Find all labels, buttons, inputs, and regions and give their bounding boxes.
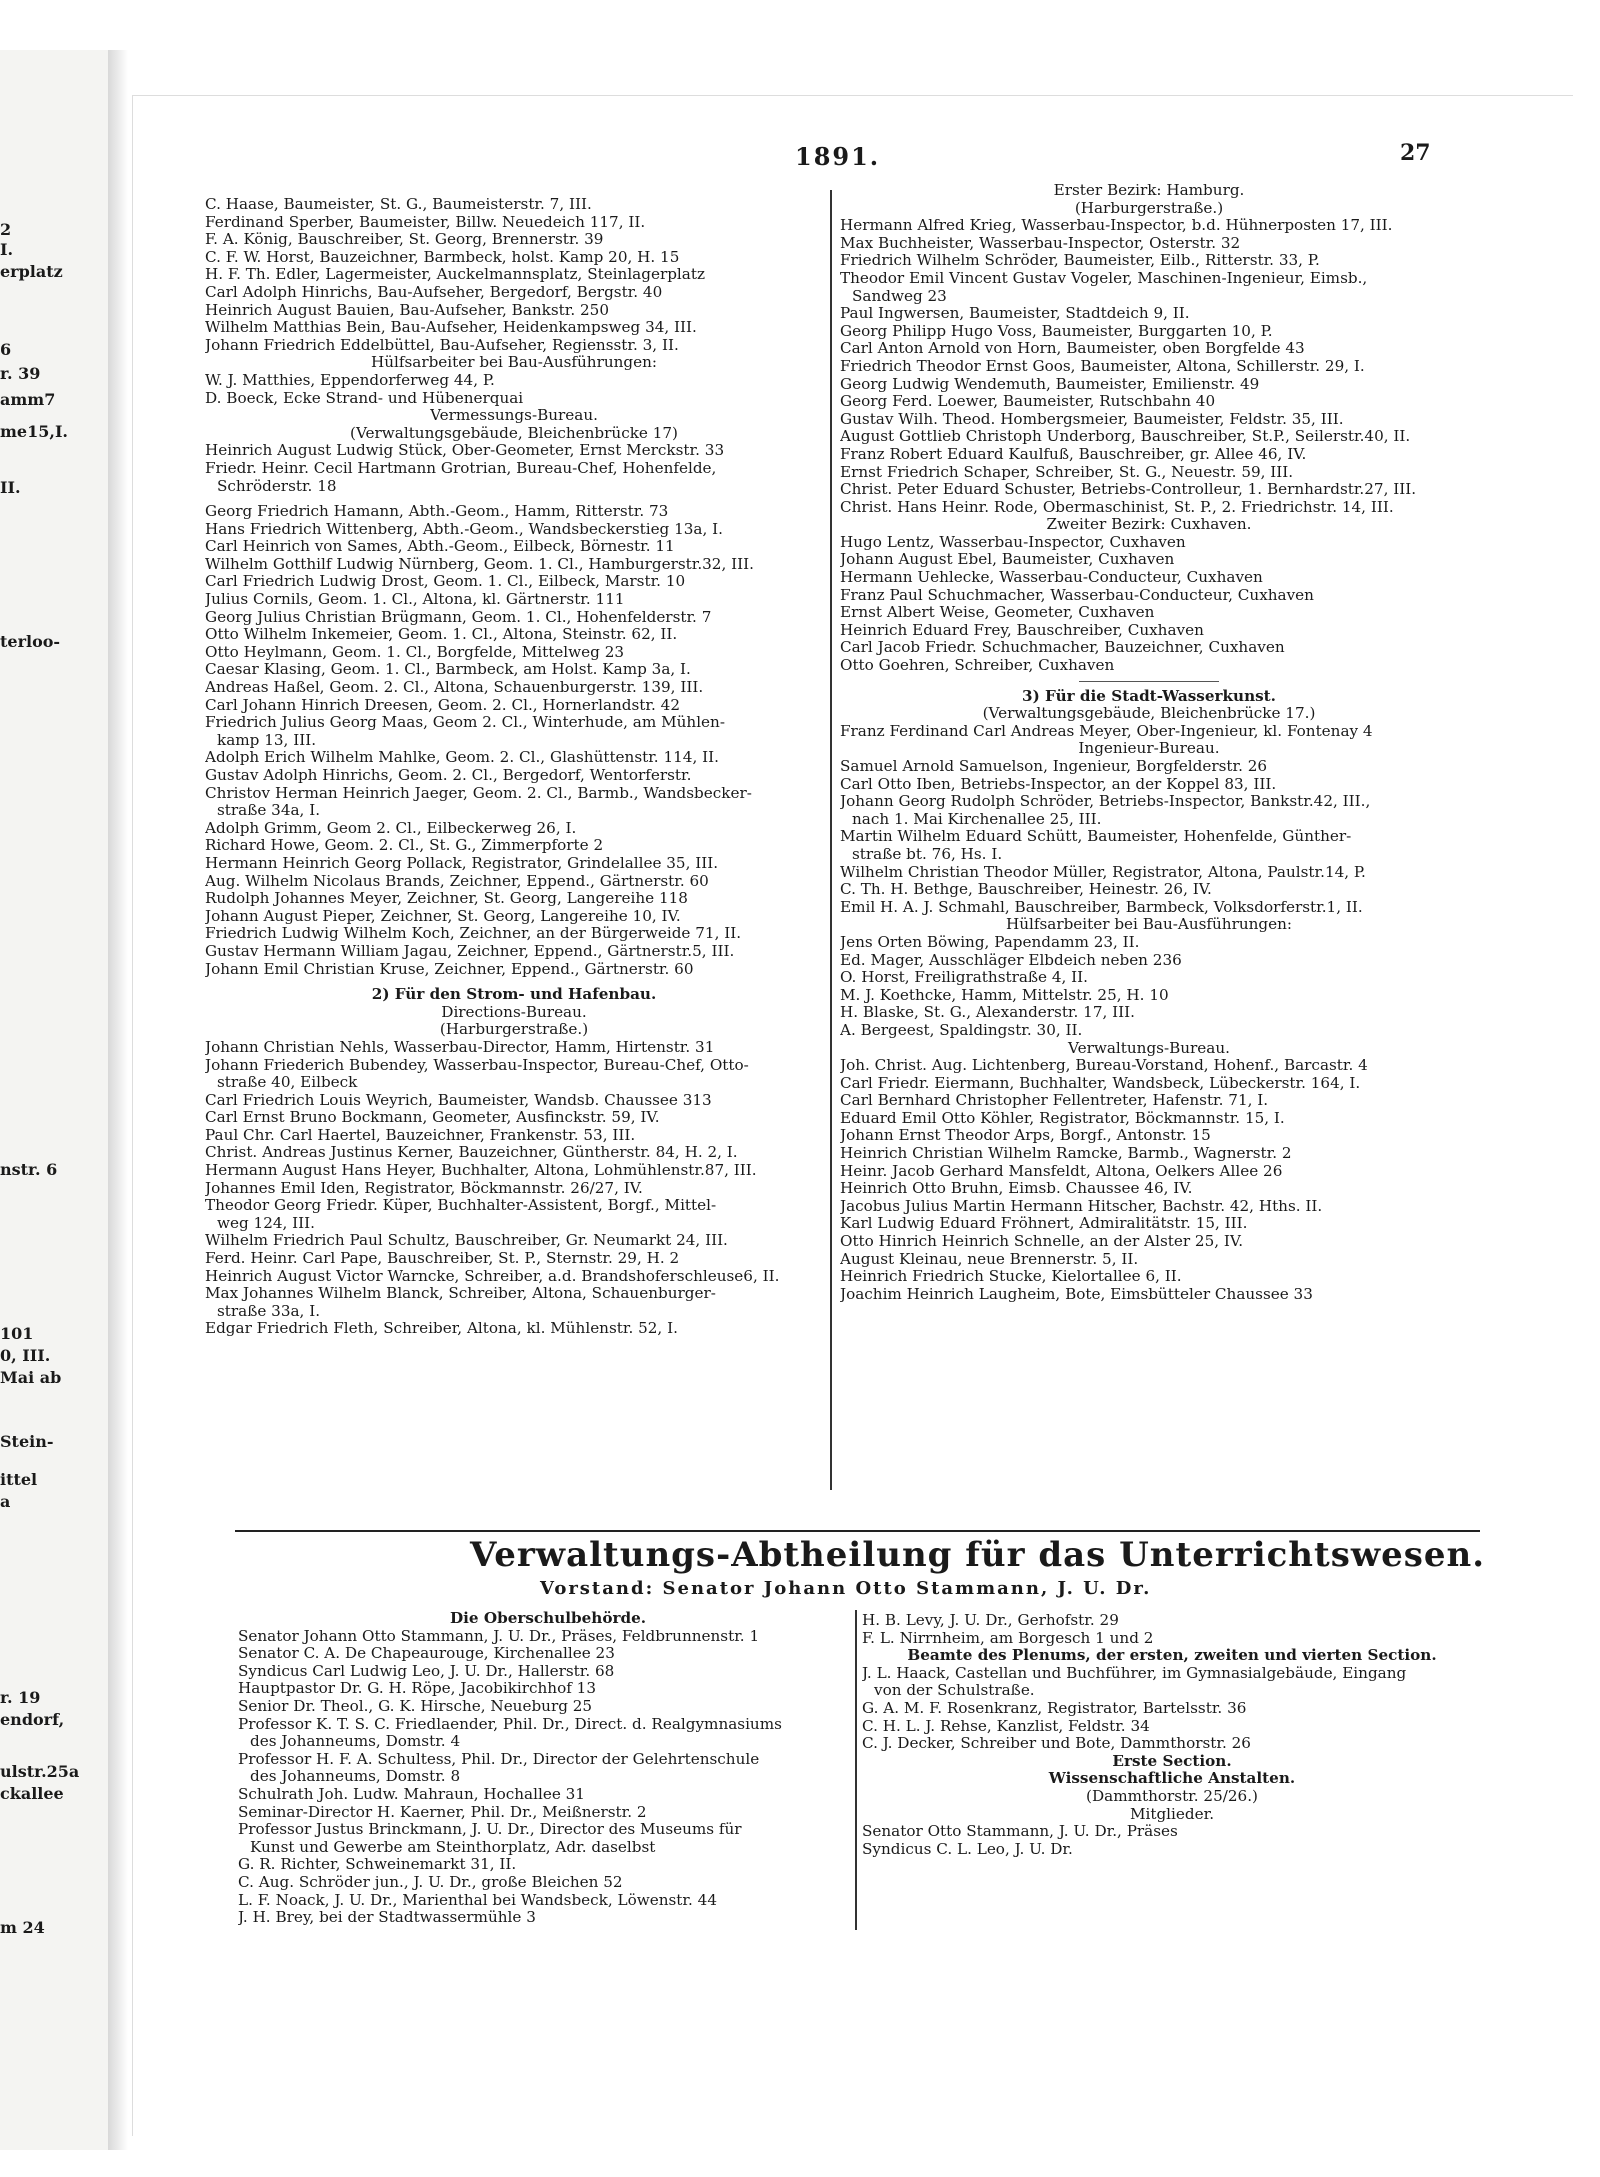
directory-entry: Ernst Friedrich Schaper, Schreiber, St. G., Neuestr. 59, III. [840,463,1294,481]
directory-entry: Professor K. T. S. C. Friedlaender, Phil. Dr., Direct. d. Realgymnasiums [238,1715,782,1733]
section-heading: Erster Bezirk: Hamburg. [1053,181,1245,199]
section-heading: Vermessungs-Bureau. [430,406,598,425]
section-heading: Hülfsarbeiter bei Bau-Ausführungen: [1005,915,1293,934]
directory-entry: Adolph Erich Wilhelm Mahlke, Geom. 2. Cl., Glashüttenstr. 114, II. [205,749,719,767]
page-number: 27 [1400,140,1431,166]
directory-entry: Professor Justus Brinckmann, J. U. Dr., Director des Museums für [238,1821,742,1839]
directory-entry: des Johanneums, Domstr. 4 [250,1733,461,1751]
directory-entry: Johann August Ebel, Baumeister, Cuxhaven [840,551,1175,569]
directory-entry: Otto Wilhelm Inkemeier, Geom. 1. Cl., Altona, Steinstr. 62, II. [205,626,678,644]
directory-entry: Christov Herman Heinrich Jaeger, Geom. 2. Cl., Barmb., Wandsbecker- [205,784,752,802]
directory-entry: Martin Wilhelm Eduard Schütt, Baumeister, Hohenfelde, Günther- [840,828,1352,846]
directory-entry: Heinrich August Victor Warncke, Schreiber, a.d. Brandshoferschleuse6, II. [205,1267,780,1285]
directory-entry: Ferd. Heinr. Carl Pape, Bauschreiber, St. P., Sternstr. 29, H. 2 [205,1250,680,1268]
section-heading: (Harburgerstraße.) [1074,198,1224,217]
directory-entry: Hauptpastor Dr. G. H. Röpe, Jacobikirchhof 13 [238,1680,597,1698]
strip-fragment: amm7 [0,390,56,409]
directory-entry: Heinrich Friedrich Stucke, Kielortallee 6, II. [840,1268,1182,1286]
directory-entry: Adolph Grimm, Geom 2. Cl., Eilbeckerweg 26, I. [205,819,577,837]
directory-entry: Joachim Heinrich Laugheim, Bote, Eimsbütteler Chaussee 33 [840,1285,1313,1303]
directory-entry: Heinrich Christian Wilhelm Ramcke, Barmb., Wagnerstr. 2 [840,1145,1292,1163]
directory-entry: F. L. Nirrnheim, am Borgesch 1 und 2 [862,1629,1154,1647]
section-heading: Ingenieur-Bureau. [1078,739,1220,758]
vorstand-line: Vorstand: Senator Johann Otto Stammann, J. U. Dr. [540,1578,1152,1599]
right-column [840,182,1458,1303]
directory-entry: Eduard Emil Otto Köhler, Registrator, Böckmannstr. 15, I. [840,1109,1285,1127]
strip-fragment: erplatz [0,262,63,281]
directory-entry: Senior Dr. Theol., G. K. Hirsche, Neueburg 25 [238,1697,593,1715]
directory-entry: Georg Friedrich Hamann, Abth.-Geom., Hamm, Ritterstr. 73 [205,503,669,521]
directory-entry: Edgar Friedrich Fleth, Schreiber, Altona, kl. Mühlenstr. 52, I. [205,1320,678,1338]
directory-entry: C. Haase, Baumeister, St. G., Baumeisterstr. 7, III. [205,196,592,213]
directory-entry: Otto Hinrich Heinrich Schnelle, an der Alster 25, IV. [840,1233,1244,1251]
strip-fragment: ittel [0,1470,38,1489]
directory-entry: August Kleinau, neue Brennerstr. 5, II. [840,1250,1139,1268]
section-heading: (Verwaltungsgebäude, Bleichenbrücke 17.) [982,704,1316,723]
directory-entry: Otto Heylmann, Geom. 1. Cl., Borgfelde, Mittelweg 23 [205,643,625,661]
directory-entry: Kunst und Gewerbe am Steinthorplatz, Adr. daselbst [250,1838,656,1856]
strip-fragment: Stein- [0,1432,54,1451]
directory-entry: Hermann Alfred Krieg, Wasserbau-Inspector, b.d. Hühnerposten 17, III. [840,217,1393,235]
directory-entry: Carl Friedrich Ludwig Drost, Geom. 1. Cl., Eilbeck, Marstr. 10 [205,573,686,591]
directory-entry: Senator Otto Stammann, J. U. Dr., Präses [862,1823,1178,1841]
directory-entry: weg 124, III. [217,1214,316,1232]
directory-entry: H. Blaske, St. G., Alexanderstr. 17, III. [840,1004,1135,1022]
directory-entry: Christ. Andreas Justinus Kerner, Bauzeichner, Güntherstr. 84, H. 2, I. [205,1144,738,1162]
directory-entry: Carl Friedr. Eiermann, Buchhalter, Wandsbeck, Lübeckerstr. 164, I. [840,1074,1361,1092]
directory-entry: Carl Anton Arnold von Horn, Baumeister, oben Borgfelde 43 [840,340,1305,358]
strip-fragment: a [0,1492,11,1511]
directory-entry: C. H. L. J. Rehse, Kanzlist, Feldstr. 34 [862,1717,1150,1735]
strip-fragment: m 24 [0,1918,45,1937]
directory-entry: Heinr. Jacob Gerhard Mansfeldt, Altona, Oelkers Allee 26 [840,1162,1283,1180]
directory-entry: Andreas Haßel, Geom. 2. Cl., Altona, Schauenburgerstr. 139, III. [205,679,704,697]
directory-entry: Johann Emil Christian Kruse, Zeichner, Eppend., Gärtnerstr. 60 [205,960,694,978]
directory-entry: Johann Christian Nehls, Wasserbau-Director, Hamm, Hirtenstr. 31 [205,1038,715,1056]
strip-fragment: I. [0,240,14,259]
section-title: Verwaltungs-Abtheilung für das Unterrichtswesen. [470,1535,1486,1575]
directory-entry: Max Buchheister, Wasserbau-Inspector, Osterstr. 32 [840,234,1241,252]
section-heading: (Dammthorstr. 25/26.) [1086,1786,1258,1805]
strip-fragment: r. 19 [0,1688,41,1707]
directory-entry: W. J. Matthies, Eppendorferweg 44, P. [205,371,495,389]
directory-entry: kamp 13, III. [217,731,317,749]
section-heading: Mitglieder. [1129,1804,1215,1823]
directory-entry: C. F. W. Horst, Bauzeichner, Barmbeck, holst. Kamp 20, H. 15 [205,248,680,266]
directory-entry: Friedrich Theodor Ernst Goos, Baumeister, Altona, Schillerstr. 29, I. [840,357,1365,375]
directory-entry: Christ. Peter Eduard Schuster, Betriebs-Controlleur, 1. Bernhardstr.27, III. [840,481,1417,499]
directory-entry: C. Aug. Schröder jun., J. U. Dr., große Bleichen 52 [238,1873,623,1891]
directory-entry: H. B. Levy, J. U. Dr., Gerhofstr. 29 [862,1612,1119,1629]
directory-entry: Friedrich Julius Georg Maas, Geom 2. Cl., Winterhude, am Mühlen- [205,714,725,732]
directory-entry: Rudolph Johannes Meyer, Zeichner, St. Georg, Langereihe 118 [205,890,688,908]
directory-entry: Christ. Hans Heinr. Rode, Obermaschinist, St. P., 2. Friedrichstr. 14, III. [840,498,1394,516]
directory-entry: Johann Ernst Theodor Arps, Borgf., Antonstr. 15 [840,1127,1211,1145]
directory-entry: Emil H. A. J. Schmahl, Bauschreiber, Barmbeck, Volksdorferstr.1, II. [840,898,1363,916]
left-column [205,196,823,1338]
directory-entry: Sandweg 23 [852,287,947,305]
directory-entry: Ed. Mager, Ausschläger Elbdeich neben 236 [840,951,1182,969]
directory-entry: Heinrich August Bauien, Bau-Aufseher, Bankstr. 250 [205,301,609,319]
spacer [205,495,823,503]
column-divider [830,190,832,1490]
section-heading: (Harburgerstraße.) [439,1020,589,1039]
directory-entry: Hermann August Hans Heyer, Buchhalter, Altona, Lohmühlenstr.87, III. [205,1162,757,1180]
directory-entry: Georg Philipp Hugo Voss, Baumeister, Burggarten 10, P. [840,322,1273,340]
directory-entry: Georg Ludwig Wendemuth, Baumeister, Emilienstr. 49 [840,375,1260,393]
page-year: 1891. [795,142,881,171]
directory-entry: Friedrich Wilhelm Schröder, Baumeister, Eilb., Ritterstr. 33, P. [840,252,1320,270]
previous-page-strip [0,50,111,2150]
directory-entry: Schröderstr. 18 [217,477,337,495]
directory-entry: Johann Friederich Bubendey, Wasserbau-Inspector, Bureau-Chef, Otto- [205,1056,749,1074]
directory-entry: Ferdinand Sperber, Baumeister, Billw. Neuedeich 117, II. [205,213,646,231]
section-heading: Directions-Bureau. [441,1002,587,1021]
directory-entry: Aug. Wilhelm Nicolaus Brands, Zeichner, Eppend., Gärtnerstr. 60 [205,872,709,890]
directory-entry: Carl Ernst Bruno Bockmann, Geometer, Ausfinckstr. 59, IV. [205,1109,660,1127]
directory-entry: Franz Ferdinand Carl Andreas Meyer, Ober-Ingenieur, kl. Fontenay 4 [840,722,1373,740]
directory-entry: A. Bergeest, Spaldingstr. 30, II. [840,1021,1083,1039]
directory-entry: Hans Friedrich Wittenberg, Abth.-Geom., Wandsbeckerstieg 13a, I. [205,520,723,538]
directory-entry: Heinrich August Ludwig Stück, Ober-Geometer, Ernst Merckstr. 33 [205,442,725,460]
directory-entry: Schulrath Joh. Ludw. Mahraun, Hochallee 31 [238,1785,585,1803]
directory-entry: J. L. Haack, Castellan und Buchführer, im Gymnasialgebäude, Eingang [862,1664,1407,1682]
directory-entry: Max Johannes Wilhelm Blanck, Schreiber, Altona, Schauenburger- [205,1285,716,1303]
directory-entry: Georg Julius Christian Brügmann, Geom. 1. Cl., Hohenfelderstr. 7 [205,608,712,626]
directory-entry: D. Boeck, Ecke Strand- und Hübenerquai [205,389,524,407]
directory-entry: Paul Ingwersen, Baumeister, Stadtdeich 9, II. [840,305,1190,323]
directory-entry: Carl Johann Hinrich Dreesen, Geom. 2. Cl., Hornerlandstr. 42 [205,696,680,714]
directory-entry: Wilhelm Friedrich Paul Schultz, Bauschreiber, Gr. Neumarkt 24, III. [205,1232,728,1250]
directory-entry: Theodor Georg Friedr. Küper, Buchhalter-Assistent, Borgf., Mittel- [205,1197,717,1215]
section-heading: Hülfsarbeiter bei Bau-Ausführungen: [370,353,658,372]
strip-fragment: 101 [0,1324,34,1343]
directory-entry: C. Th. H. Bethge, Bauschreiber, Heinestr. 26, IV. [840,881,1212,899]
section-heading: Beamte des Plenums, der ersten, zweiten und vierten Section. [907,1646,1437,1665]
section-rule [235,1530,1480,1532]
directory-entry: Franz Robert Eduard Kaulfuß, Bauschreiber, gr. Allee 46, IV. [840,445,1307,463]
section-heading: Erste Section. [1112,1751,1232,1770]
strip-fragment: r. 39 [0,364,41,383]
directory-entry: Seminar-Director H. Kaerner, Phil. Dr., Meißnerstr. 2 [238,1803,647,1821]
directory-entry: Johann Georg Rudolph Schröder, Betriebs-Inspector, Bankstr.42, III., [840,793,1371,811]
directory-entry: C. J. Decker, Schreiber und Bote, Dammthorstr. 26 [862,1735,1251,1753]
directory-entry: Senator Johann Otto Stammann, J. U. Dr., Präses, Feldbrunnenstr. 1 [238,1627,760,1645]
section-heading: 2) Für den Strom- und Hafenbau. [371,985,657,1004]
directory-entry: Carl Heinrich von Sames, Abth.-Geom., Eilbeck, Börnestr. 11 [205,538,675,556]
strip-fragment: ckallee [0,1784,64,1803]
directory-entry: G. A. M. F. Rosenkranz, Registrator, Bartelsstr. 36 [862,1699,1247,1717]
directory-entry: Carl Adolph Hinrichs, Bau-Aufseher, Bergedorf, Bergstr. 40 [205,283,663,301]
lower-left-column [238,1610,858,1927]
short-rule [1079,681,1219,682]
directory-entry: Jacobus Julius Martin Hermann Hitscher, Bachstr. 42, Hths. II. [840,1197,1323,1215]
strip-fragment: me15,I. [0,422,68,441]
strip-fragment: 6 [0,340,12,359]
directory-entry: Richard Howe, Geom. 2. Cl., St. G., Zimmerpforte 2 [205,837,604,855]
directory-entry: Wilhelm Matthias Bein, Bau-Aufseher, Heidenkampsweg 34, III. [205,319,697,337]
section-heading: 3) Für die Stadt-Wasserkunst. [1022,686,1276,705]
directory-entry: Carl Otto Iben, Betriebs-Inspector, an der Koppel 83, III. [840,775,1277,793]
strip-fragment: Mai ab [0,1368,62,1387]
directory-entry: von der Schulstraße. [874,1682,1035,1700]
directory-entry: Senator C. A. De Chapeaurouge, Kirchenallee 23 [238,1645,615,1663]
directory-entry: Gustav Adolph Hinrichs, Geom. 2. Cl., Bergedorf, Wentorferstr. [205,767,692,784]
section-heading: (Verwaltungsgebäude, Bleichenbrücke 17) [350,423,678,442]
directory-entry: O. Horst, Freiligrathstraße 4, II. [840,969,1089,987]
directory-entry: Julius Cornils, Geom. 1. Cl., Altona, kl. Gärtnerstr. 111 [205,591,625,609]
directory-entry: Friedrich Ludwig Wilhelm Koch, Zeichner, an der Bürgerweide 71, II. [205,925,742,943]
directory-entry: Georg Ferd. Loewer, Baumeister, Rutschbahn 40 [840,393,1216,411]
strip-fragment: nstr. 6 [0,1160,58,1179]
strip-fragment: 2 [0,220,12,239]
directory-entry: Ernst Albert Weise, Geometer, Cuxhaven [840,604,1155,622]
directory-entry: Theodor Emil Vincent Gustav Vogeler, Maschinen-Ingenieur, Eimsb., [840,269,1368,287]
book-gutter [108,50,128,2150]
directory-entry: Carl Friedrich Louis Weyrich, Baumeister, Wandsb. Chaussee 313 [205,1091,712,1109]
directory-entry: Friedr. Heinr. Cecil Hartmann Grotrian, Bureau-Chef, Hohenfelde, [205,459,717,477]
directory-entry: straße 40, Eilbeck [217,1074,358,1092]
directory-entry: des Johanneums, Domstr. 8 [250,1768,461,1786]
directory-entry: Otto Goehren, Schreiber, Cuxhaven [840,657,1115,675]
directory-entry: Gustav Hermann William Jagau, Zeichner, Eppend., Gärtnerstr.5, III. [205,942,735,960]
directory-entry: Carl Jacob Friedr. Schuchmacher, Bauzeichner, Cuxhaven [840,639,1285,657]
directory-entry: nach 1. Mai Kirchenallee 25, III. [852,810,1102,828]
strip-fragment: endorf, [0,1710,65,1729]
directory-entry: L. F. Noack, J. U. Dr., Marienthal bei Wandsbeck, Löwenstr. 44 [238,1891,717,1909]
directory-entry: Hugo Lentz, Wasserbau-Inspector, Cuxhaven [840,533,1186,551]
strip-fragment: 0, III. [0,1346,51,1365]
directory-entry: F. A. König, Bauschreiber, St. Georg, Brennerstr. 39 [205,231,604,249]
strip-fragment: ulstr.25a [0,1762,80,1781]
directory-entry: Heinrich Eduard Frey, Bauschreiber, Cuxhaven [840,621,1204,639]
directory-entry: Samuel Arnold Samuelson, Ingenieur, Borgfelderstr. 26 [840,758,1268,775]
directory-entry: Karl Ludwig Eduard Fröhnert, Admiralitätstr. 15, III. [840,1215,1248,1233]
directory-entry: Gustav Wilh. Theod. Hombergsmeier, Baumeister, Feldstr. 35, III. [840,410,1344,428]
directory-entry: Hermann Uehlecke, Wasserbau-Conducteur, Cuxhaven [840,569,1263,587]
directory-entry: Johannes Emil Iden, Registrator, Böckmannstr. 26/27, IV. [205,1179,643,1197]
directory-entry: Jens Orten Böwing, Papendamm 23, II. [840,933,1140,951]
directory-entry: Caesar Klasing, Geom. 1. Cl., Barmbeck, am Holst. Kamp 3a, I. [205,661,691,679]
directory-entry: J. H. Brey, bei der Stadtwassermühle 3 [238,1909,536,1927]
directory-entry: Johann August Pieper, Zeichner, St. Georg, Langereihe 10, IV. [205,907,681,925]
directory-entry: Carl Bernhard Christopher Fellentreter, Hafenstr. 71, I. [840,1092,1269,1110]
directory-entry: M. J. Koethcke, Hamm, Mittelstr. 25, H. 10 [840,986,1169,1004]
strip-fragment: terloo- [0,632,61,651]
directory-entry: G. R. Richter, Schweinemarkt 31, II. [238,1856,517,1874]
directory-entry: August Gottlieb Christoph Underborg, Bauschreiber, St.P., Seilerstr.40, II. [840,428,1411,446]
directory-entry: Heinrich Otto Bruhn, Eimsb. Chaussee 46, IV. [840,1180,1193,1198]
section-heading: Die Oberschulbehörde. [449,1609,647,1627]
directory-entry: Wilhelm Christian Theodor Müller, Registrator, Altona, Paulstr.14, P. [840,863,1366,881]
directory-entry: H. F. Th. Edler, Lagermeister, Auckelmannsplatz, Steinlagerplatz [205,266,705,284]
section-heading: Wissenschaftliche Anstalten. [1048,1769,1296,1788]
directory-entry: Syndicus C. L. Leo, J. U. Dr. [862,1840,1073,1858]
directory-entry: Syndicus Carl Ludwig Leo, J. U. Dr., Hallerstr. 68 [238,1662,615,1680]
directory-entry: Johann Friedrich Eddelbüttel, Bau-Aufseher, Regiensstr. 3, II. [205,336,679,354]
section-heading: Verwaltungs-Bureau. [1068,1038,1230,1057]
section-heading: Zweiter Bezirk: Cuxhaven. [1046,515,1252,534]
directory-entry: Paul Chr. Carl Haertel, Bauzeichner, Frankenstr. 53, III. [205,1126,636,1144]
directory-entry: Joh. Christ. Aug. Lichtenberg, Bureau-Vorstand, Hohenf., Barcastr. 4 [840,1057,1368,1075]
directory-entry: Hermann Heinrich Georg Pollack, Registrator, Grindelallee 35, III. [205,854,719,872]
strip-fragment: II. [0,478,21,497]
directory-entry: Franz Paul Schuchmacher, Wasserbau-Conducteur, Cuxhaven [840,586,1314,604]
directory-entry: straße bt. 76, Hs. I. [852,845,1003,863]
lower-right-column [862,1612,1482,1858]
directory-entry: straße 33a, I. [217,1302,321,1320]
directory-entry: Professor H. F. A. Schultess, Phil. Dr., Director der Gelehrtenschule [238,1750,760,1768]
directory-entry: straße 34a, I. [217,802,321,820]
directory-entry: Wilhelm Gotthilf Ludwig Nürnberg, Geom. 1. Cl., Hamburgerstr.32, III. [205,555,754,573]
